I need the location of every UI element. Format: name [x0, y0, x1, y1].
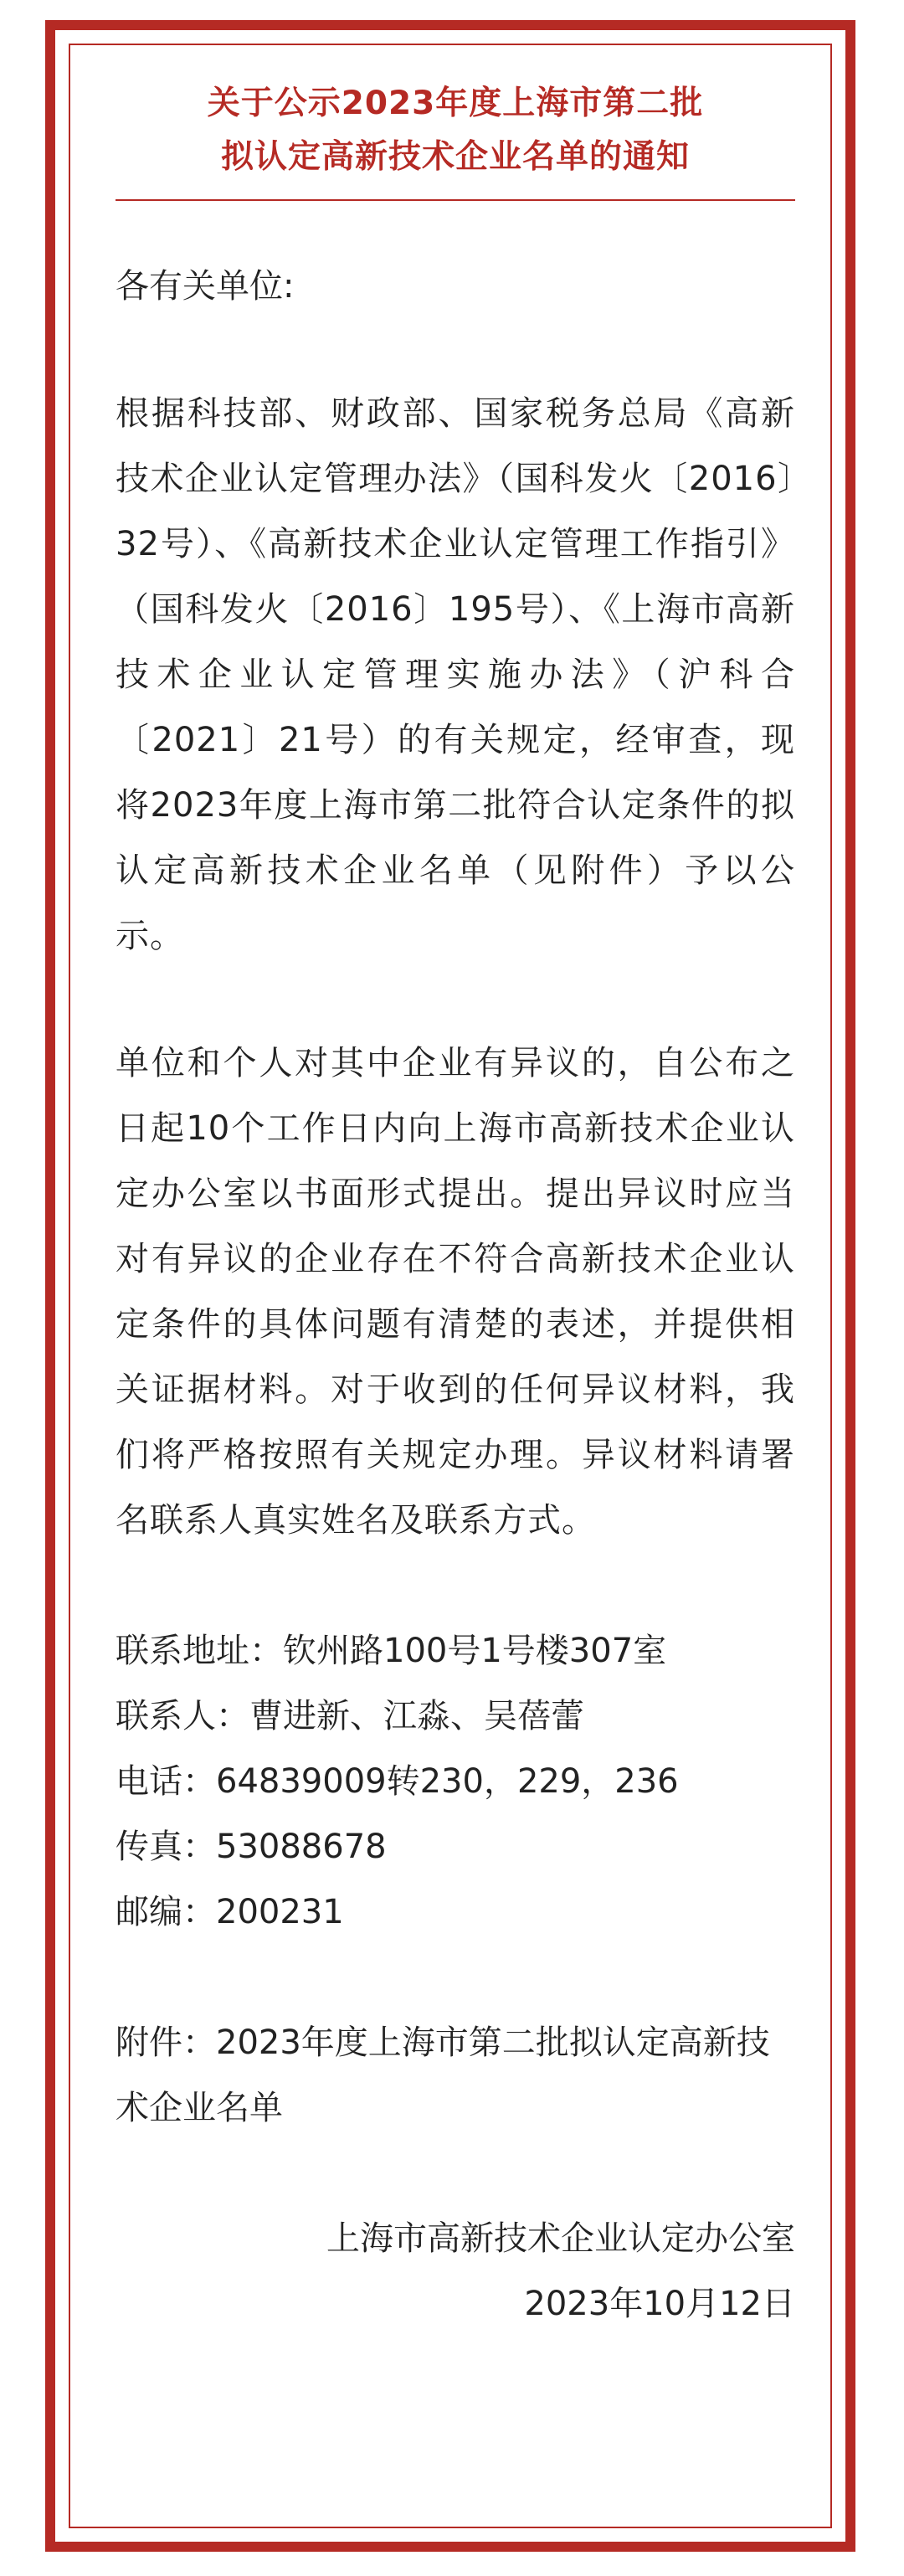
contact-postcode: 邮编：200231: [116, 1893, 344, 1931]
paragraph-objections: 单位和个人对其中企业有异议的，自公布之日起10个工作日内向上海市高新技术企业认定办公室以书面形式提出。提出异议时应当对有异议的企业存在不符合高新技术企业认定条件的具体问题有清楚的表述，并提供相关证据材料。对于收到的任何异议材料，我们将严格按照有关规定办理。异议材料请署名联系人真实姓名及联系方式。: [116, 1044, 795, 1540]
signature-block: [116, 2206, 795, 2337]
contact-phone: 电话：64839009转230，229，236: [116, 1762, 679, 1801]
notice-title-line-1: 关于公示2023年度上海市第二批: [207, 85, 704, 122]
contact-person: 联系人：曹进新、江淼、吴蓓蕾: [116, 1697, 584, 1735]
greeting: 各有关单位:: [116, 267, 295, 306]
paragraph-regulations: 根据科技部、财政部、国家税务总局《高新技术企业认定管理办法》（国科发火〔2016〕32号）、《高新技术企业认定管理工作指引》（国科发火〔2016〕195号）、《上海市高新技术企业认定管理实施办法》（沪科合〔2021〕21号）的有关规定，经审查，现将2023年度上海市第二批符合认定条件的拟认定高新技术企业名单（见附件）予以公示。: [116, 394, 795, 955]
issue-date: 2023年10月12日: [524, 2285, 795, 2323]
contact-info: [116, 1618, 795, 1945]
contact-fax: 传真：53088678: [116, 1828, 387, 1866]
notice-content: [116, 77, 795, 2337]
notice-title-line-2: 拟认定高新技术企业名单的通知: [220, 138, 690, 176]
attachment-note: 附件：2023年度上海市第二批拟认定高新技术企业名单: [116, 2023, 770, 2127]
issuer-name: 上海市高新技术企业认定办公室: [326, 2219, 795, 2258]
title-divider: [116, 199, 795, 201]
notice-title: [116, 77, 795, 184]
contact-address: 联系地址：钦州路100号1号楼307室: [116, 1632, 667, 1670]
